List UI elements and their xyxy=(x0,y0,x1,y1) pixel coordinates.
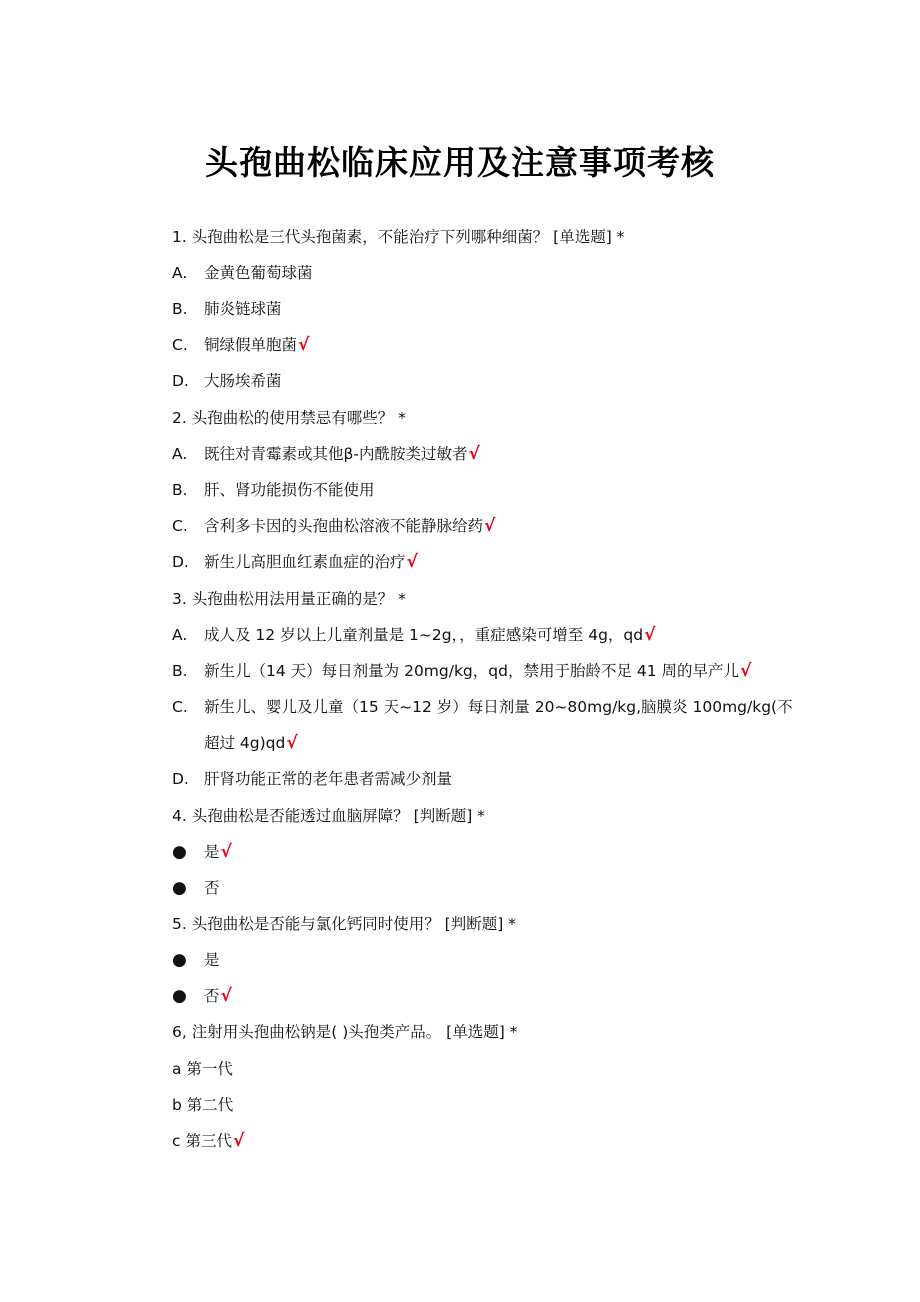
q1-option-c: C. 铜绿假单胞菌√ xyxy=(172,335,310,355)
check-mark-icon: √ xyxy=(406,552,418,572)
q2-option-d: D. 新生儿高胆血红素血症的治疗√ xyxy=(172,552,418,572)
q3-option-d: D. 肝肾功能正常的老年患者需减少剂量 xyxy=(172,770,453,788)
bullet-icon: ● xyxy=(172,950,187,970)
q2-option-b: B. 肝、肾功能损伤不能使用 xyxy=(172,481,375,499)
q3-option-b: B. 新生儿（14 天）每日剂量为 20mg/kg，qd，禁用于胎龄不足 41 周的早产儿√ xyxy=(172,661,752,681)
q5-option-no: ● 否√ xyxy=(172,986,232,1006)
check-mark-icon: √ xyxy=(468,444,480,464)
q1-option-d: D. 大肠埃希菌 xyxy=(172,372,282,390)
check-mark-icon: √ xyxy=(484,516,496,536)
bullet-icon: ● xyxy=(172,878,187,898)
question-4: 4. 头孢曲松是否能透过血脑屏障？ [判断题] * xyxy=(172,807,485,825)
question-1: 1. 头孢曲松是三代头孢菌素，不能治疗下列哪种细菌？ [单选题] * xyxy=(172,228,625,246)
question-2: 2. 头孢曲松的使用禁忌有哪些？ * xyxy=(172,409,406,427)
q2-option-a: A. 既往对青霉素或其他β-内酰胺类过敏者√ xyxy=(172,444,480,464)
question-3: 3. 头孢曲松用法用量正确的是？ * xyxy=(172,590,406,608)
check-mark-icon: √ xyxy=(298,335,310,355)
check-mark-icon: √ xyxy=(740,661,752,681)
q5-option-yes: ● 是 xyxy=(172,950,220,970)
q6-option-a: a 第一代 xyxy=(172,1060,233,1078)
question-5: 5. 头孢曲松是否能与氯化钙同时使用？ [判断题] * xyxy=(172,915,516,933)
check-mark-icon: √ xyxy=(232,1131,245,1151)
bullet-icon: ● xyxy=(172,842,187,862)
check-mark-icon: √ xyxy=(644,625,656,645)
check-mark-icon: √ xyxy=(220,842,232,862)
q3-option-c-continued: 超过 4g)qd√ xyxy=(204,733,298,753)
check-mark-icon: √ xyxy=(220,986,232,1006)
q2-option-c: C. 含利多卡因的头孢曲松溶液不能静脉给药√ xyxy=(172,516,496,536)
q1-option-a: A. 金黄色葡萄球菌 xyxy=(172,264,313,282)
q6-option-c: c 第三代√ xyxy=(172,1131,245,1151)
q3-option-c: C. 新生儿、婴儿及儿童（15 天~12 岁）每日剂量 20~80mg/kg,脑膜炎 100mg/kg(不 xyxy=(172,698,793,716)
q1-option-b: B. 肺炎链球菌 xyxy=(172,300,282,318)
bullet-icon: ● xyxy=(172,986,187,1006)
q3-option-a: A. 成人及 12 岁以上儿童剂量是 1~2g，，重症感染可增至 4g，qd√ xyxy=(172,625,656,645)
q4-option-no: ● 否 xyxy=(172,878,220,898)
page-title: 头孢曲松临床应用及注意事项考核 xyxy=(205,143,715,182)
q4-option-yes: ● 是√ xyxy=(172,842,232,862)
q6-option-b: b 第二代 xyxy=(172,1096,234,1114)
question-6: 6, 注射用头孢曲松钠是( )头孢类产品。 [单选题] * xyxy=(172,1023,518,1041)
check-mark-icon: √ xyxy=(286,733,298,753)
